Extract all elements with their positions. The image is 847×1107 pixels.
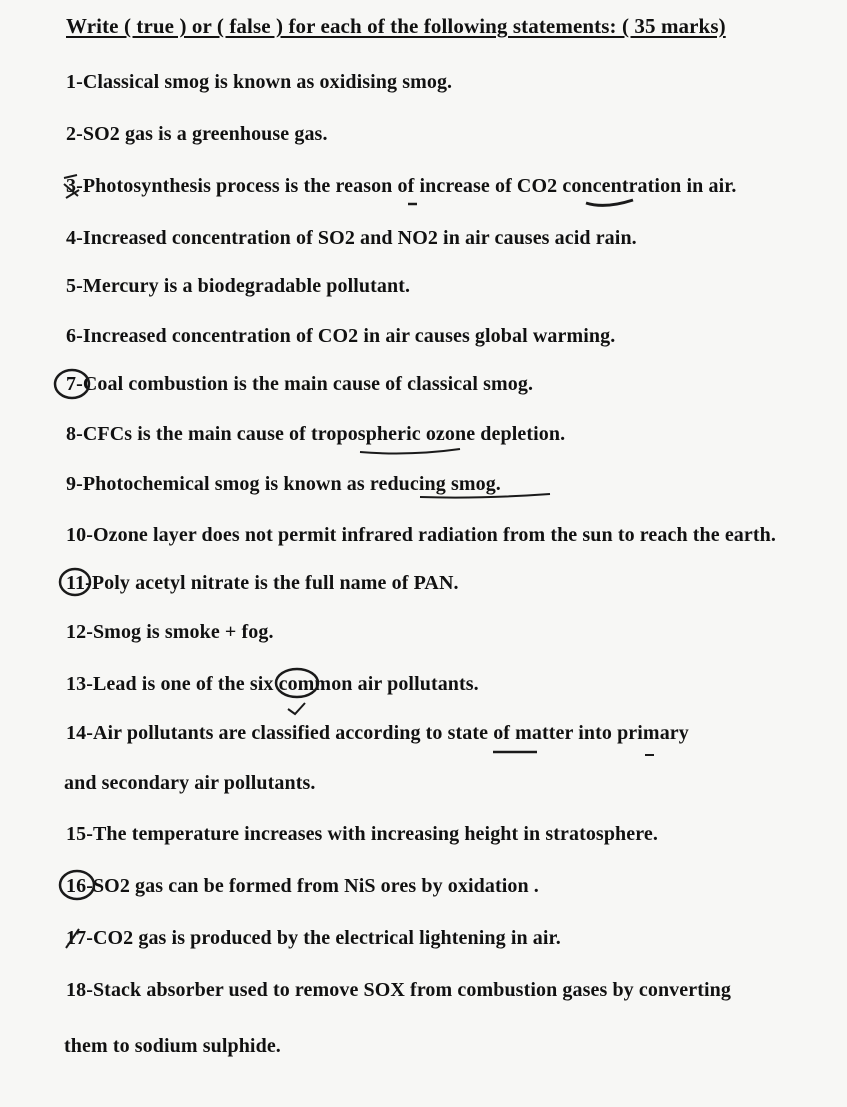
statement-9: 9-Photochemical smog is known as reducing smog. [66,473,501,495]
statement-16: 16-SO2 gas can be formed from NiS ores by oxidation . [66,875,539,897]
statement-18: 18-Stack absorber used to remove SOX from combustion gases by converting [66,979,731,1001]
tick-mark-six [288,703,305,714]
statement-2: 2-SO2 gas is a greenhouse gas. [66,123,328,145]
statement-17: 17-CO2 gas is produced by the electrical lightening in air. [66,927,561,949]
statement-13: 13-Lead is one of the six common air pollutants. [66,673,479,695]
statement-3: 3-Photosynthesis process is the reason of increase of CO2 concentration in air. [66,175,737,197]
exam-heading: Write ( true ) or ( false ) for each of the following statements: ( 35 marks) [66,14,726,38]
statement-6: 6-Increased concentration of CO2 in air causes global warming. [66,325,616,347]
statement-12: 12-Smog is smoke + fog. [66,621,274,643]
underline-mark-co2 [586,200,633,205]
statement-10: 10-Ozone layer does not permit infrared radiation from the sun to reach the earth. [66,524,776,546]
statement-14-continuation: and secondary air pollutants. [64,772,316,794]
statement-18-continuation: them to sodium sulphide. [64,1035,281,1057]
statement-1: 1-Classical smog is known as oxidising smog. [66,71,453,93]
underline-mark-tropospheric [360,449,460,453]
statement-14: 14-Air pollutants are classified according to state of matter into primary [66,722,689,744]
statement-11: 11-Poly acetyl nitrate is the full name of PAN. [66,572,459,594]
statement-15: 15-The temperature increases with increasing height in stratosphere. [66,823,658,845]
statement-5: 5-Mercury is a biodegradable pollutant. [66,275,411,297]
statement-8: 8-CFCs is the main cause of tropospheric ozone depletion. [66,423,566,445]
statement-7: 7-Coal combustion is the main cause of classical smog. [66,373,534,395]
statement-4: 4-Increased concentration of SO2 and NO2 in air causes acid rain. [66,227,637,249]
